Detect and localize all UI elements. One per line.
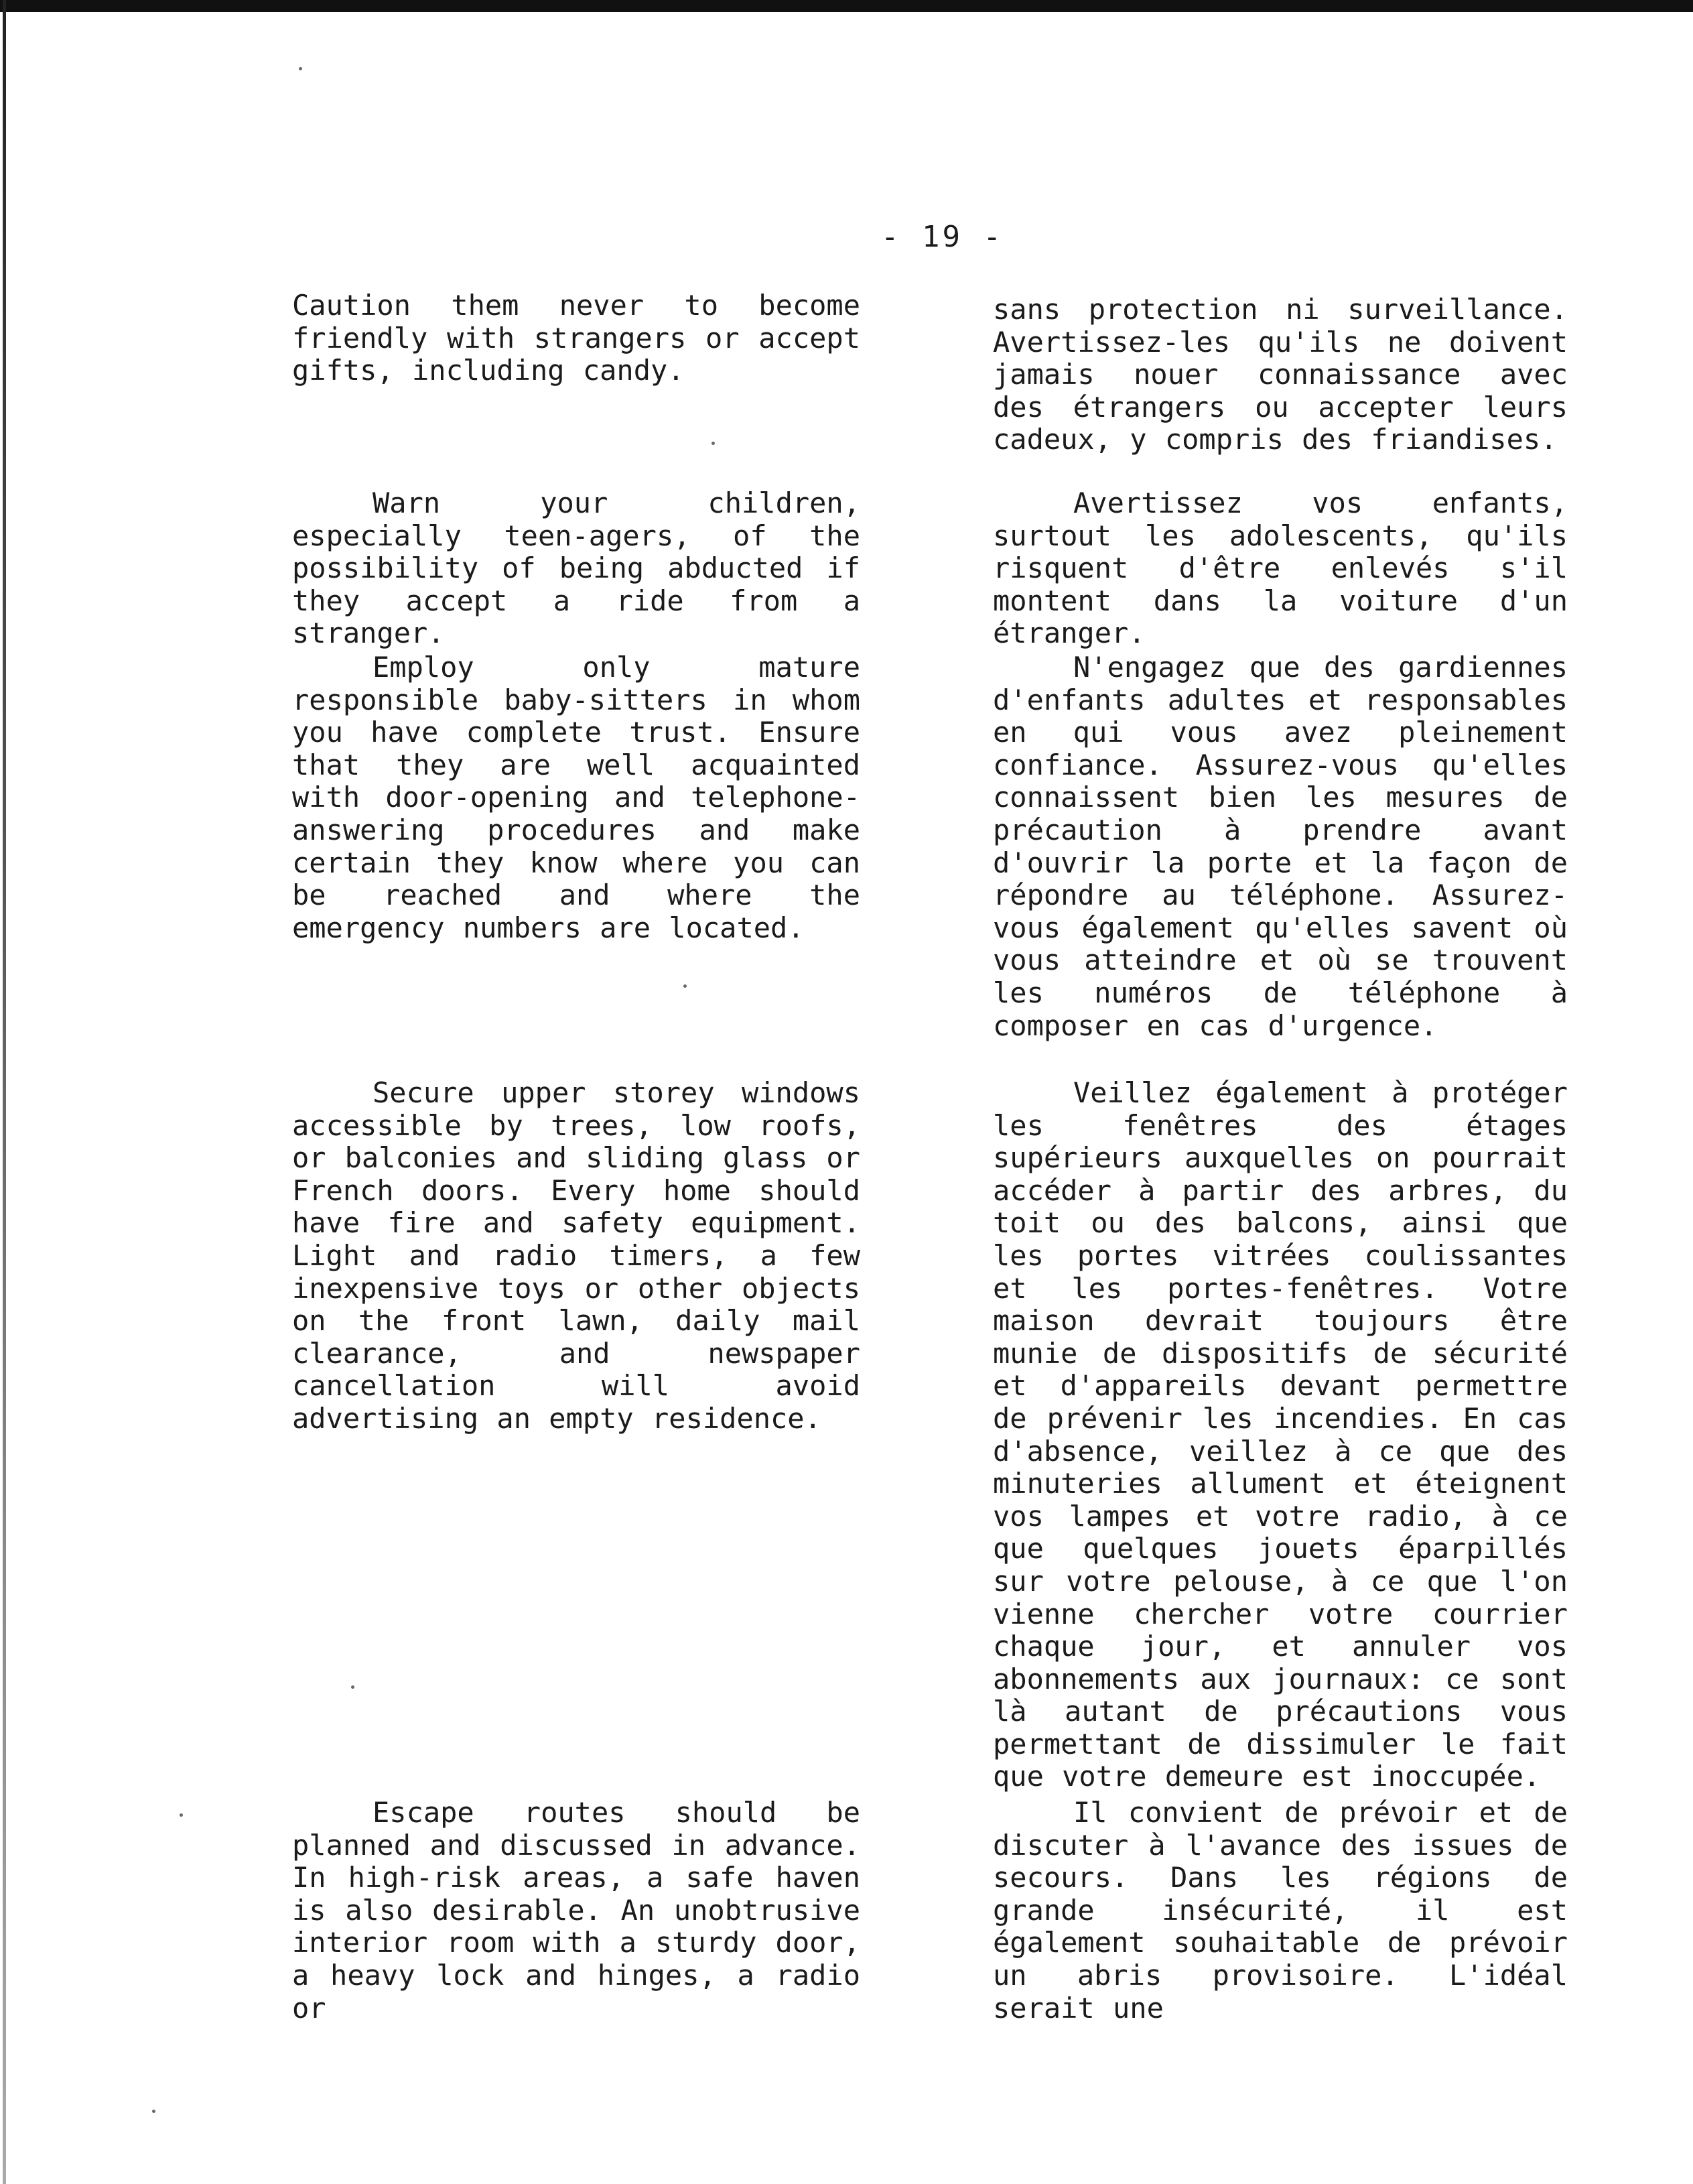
en-paragraph-2: Warn your children, especially teen-agers, of the possibility of being abducted if they accept a ride from a stranger. xyxy=(292,487,860,650)
scan-speck xyxy=(683,984,687,988)
fr-paragraph-4: Veillez également à protéger les fenêtres des étages supérieurs auxquelles on pourrait accéder à partir des arbres, du toit ou des balcons, ainsi que les portes vitrées coulissantes et les portes-fenêtres. Votre maison devrait toujours être munie de dispositifs de sécurité et d'appareils devant permettre de prévenir les incendies. En cas d'absence, veillez à ce que des minuteries allument et éteignent vos lampes et votre radio, à ce que quelques jouets éparpillés sur votre pelouse, à ce que l'on vienne chercher votre courrier chaque jour, et annuler vos abonnements aux journaux: ce sont là autant de précautions vous permettant de dissimuler le fait que votre demeure est inoccupée. xyxy=(993,1076,1568,1793)
scan-speck xyxy=(712,442,715,445)
scan-speck xyxy=(152,2110,155,2113)
left-scan-edge xyxy=(3,0,6,2184)
scan-speck xyxy=(180,1813,183,1817)
fr-paragraph-2: Avertissez vos enfants, surtout les adolescents, qu'ils risquent d'être enlevés s'il montent dans la voiture d'un étranger. xyxy=(993,487,1568,650)
en-paragraph-5: Escape routes should be planned and discussed in advance. In high-risk areas, a safe haven is also desirable. An unobtrusive interior room with a sturdy door, a heavy lock and hinges, a radio or xyxy=(292,1796,860,2025)
en-paragraph-4: Secure upper storey windows accessible by trees, low roofs, or balconies and sliding glass or French doors. Every home should have fire and safety equipment. Light and radio timers, a few inexpensive toys or other objects on the front lawn, daily mail clearance, and newspaper cancellation will avoid advertising an empty residence. xyxy=(292,1076,860,1435)
top-scan-edge xyxy=(0,0,1693,12)
scan-speck xyxy=(351,1685,354,1689)
fr-paragraph-3: N'engagez que des gardiennes d'enfants adultes et responsables en qui vous avez pleinement confiance. Assurez-vous qu'elles connaissent bien les mesures de précaution à prendre avant d'ouvrir la porte et la façon de répondre au téléphone. Assurez-vous également qu'elles savent où vous atteindre et où se trouvent les numéros de téléphone à composer en cas d'urgence. xyxy=(993,651,1568,1042)
fr-paragraph-1: sans protection ni surveillance. Avertissez-les qu'ils ne doivent jamais nouer connaissance avec des étrangers ou accepter leurs cadeux, y compris des friandises. xyxy=(993,293,1568,456)
page-number: - 19 - xyxy=(881,220,1004,254)
en-paragraph-1: Caution them never to become friendly with strangers or accept gifts, including candy. xyxy=(292,289,860,387)
en-paragraph-3: Employ only mature responsible baby-sitters in whom you have complete trust. Ensure that they are well acquainted with door-opening and telephone-answering procedures and make certain they know where you can be reached and where the emergency numbers are located. xyxy=(292,651,860,944)
fr-paragraph-5: Il convient de prévoir et de discuter à l'avance des issues de secours. Dans les régions de grande insécurité, il est également souhaitable de prévoir un abris provisoire. L'idéal serait une xyxy=(993,1796,1568,2025)
scan-speck xyxy=(299,67,302,70)
